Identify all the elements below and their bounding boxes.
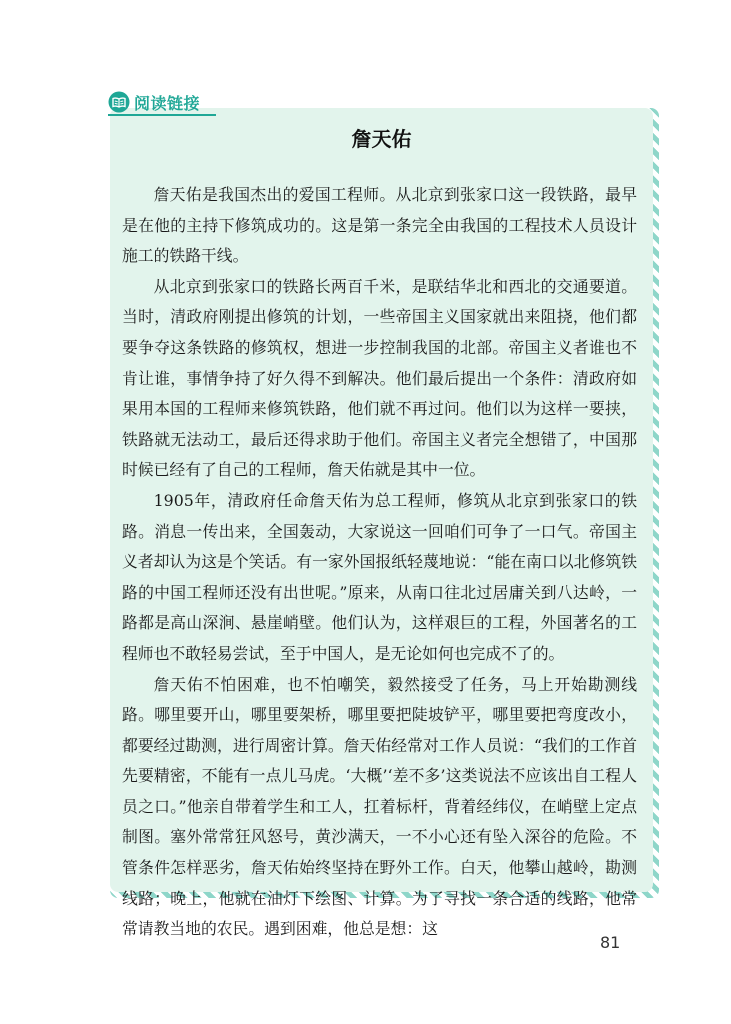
article-title: 詹天佑: [351, 127, 412, 151]
paragraph: 从北京到张家口的铁路长两百千米，是联结华北和西北的交通要道。当时，清政府刚提出修筑的计划，一些帝国主义国家就出来阻挠，他们都要争夺这条铁路的修筑权，想进一步控制我国的北部。帝国主义者谁也不肯让谁，事情争持了好久得不到解决。他们最后提出一个条件：清政府如果用本国的工程师来修筑铁路，他们就不再过问。他们以为这样一要挟，铁路就无法动工，最后还得求助于他们。帝国主义者完全想错了，中国那时候已经有了自己的工程师，詹天佑就是其中一位。: [122, 276, 637, 480]
paragraph: 詹天佑不怕困难，也不怕嘲笑，毅然接受了任务，马上开始勘测线路。哪里要开山，哪里要架桥，哪里要把陡坡铲平，哪里要把弯度改小，都要经过勘测，进行周密计算。詹天佑经常对工作人员说：“我们的工作首先要精密，不能有一点儿马虎。‘大概’‘差不多’这类说法不应该出自工程人员之口。”他亲自带着学生和工人，扛着标杆，背着经纬仪，在峭壁上定点制图。塞外常常狂风怒号，黄沙满天，一不小心还有坠入深谷的危险。不管条件怎样恶劣，詹天佑始终坚持在野外工作。白天，他攀山越岭，勘测线路；晚上，他就在油灯下绘图、计算。为了寻找一条合适的线路，他常常请教当地的农民。遇到困难，他总是想：这: [122, 674, 637, 939]
section-label: 阅读链接: [134, 93, 201, 113]
header-underline: [108, 114, 216, 116]
page-number: 81: [600, 933, 621, 952]
paragraph: 詹天佑是我国杰出的爱国工程师。从北京到张家口这一段铁路，最早是在他的主持下修筑成功的。这是第一条完全由我国的工程技术人员设计施工的铁路干线。: [122, 185, 637, 266]
paragraph: 1905年，清政府任命詹天佑为总工程师，修筑从北京到张家口的铁路。消息一传出来，全国轰动，大家说这一回咱们可争了一口气。帝国主义者却认为这是个笑话。有一家外国报纸轻蔑地说：“能在南口以北修筑铁路的中国工程师还没有出世呢。”原来，从南口往北过居庸关到八达岭，一路都是高山深涧、悬崖峭壁。他们认为，这样艰巨的工程，外国著名的工程师也不敢轻易尝试，至于中国人，是无论如何也完成不了的。: [122, 490, 637, 663]
section-header: [108, 90, 200, 114]
book-icon: [108, 91, 130, 113]
article-body: [122, 180, 637, 945]
